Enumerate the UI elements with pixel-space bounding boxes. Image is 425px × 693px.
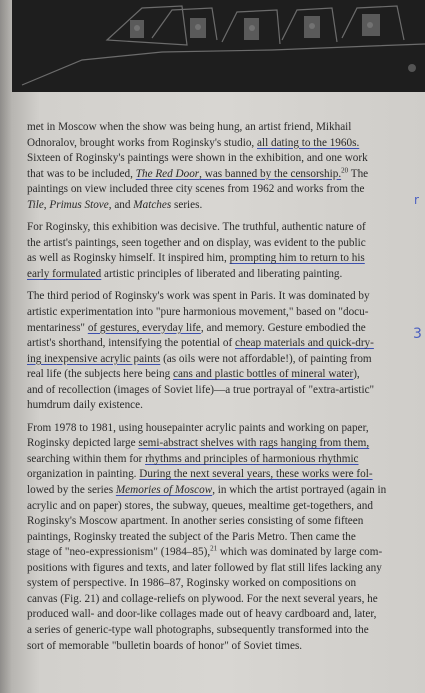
text-run: positions with figures and texts, and later followed by flat still lifes lacking any — [27, 561, 382, 574]
text-run: Roginsky depicted large — [27, 437, 139, 450]
text-line — [27, 151, 411, 167]
text-run: Matches — [133, 198, 172, 211]
text-run: , — [43, 198, 50, 211]
text-run: the artist's paintings, seen together and on display, was evident to the public — [27, 236, 366, 249]
text-line — [27, 167, 411, 183]
text-line — [27, 182, 411, 198]
text-line — [27, 352, 411, 368]
underlined-text: Memories of Moscow — [115, 484, 213, 497]
text-line — [27, 267, 411, 283]
text-run: sort of memorable "bulletin boards of honor" of Soviet times. — [27, 639, 303, 652]
text-run: lowed by the series — [27, 484, 116, 497]
underlined-text: rhythms and principles of harmonious rhythmic — [145, 452, 359, 465]
text-run: series. — [171, 198, 203, 211]
text-run: mentariness" — [27, 321, 88, 334]
text-run: canvas (Fig. 21) and collage-reliefs on plywood. For the next several years, he — [27, 592, 378, 605]
paragraph — [27, 289, 411, 413]
underlined-text: all dating to the 1960s. — [257, 136, 360, 149]
underlined-text: early formulated — [27, 267, 102, 280]
text-line — [27, 530, 411, 546]
text-run: acrylic and on paper) stores, the subway, queues, mealtime get-togethers, and — [27, 499, 373, 512]
text-run: a series of generic-type wall photographs, subsequently transformed into the — [27, 623, 369, 636]
text-run: Sixteen of Roginsky's paintings were shown in the exhibition, and one work — [27, 152, 368, 165]
text-run: humdrum daily existence. — [27, 399, 143, 412]
text-line — [27, 623, 411, 639]
text-line — [27, 639, 411, 655]
text-line — [27, 421, 411, 437]
text-run: and of recollection (images of Soviet life)—a true portrayal of "extra-artistic" — [27, 383, 375, 396]
text-run: Odnoralov, brought works from Roginsky's studio, — [27, 136, 258, 149]
text-line — [27, 483, 411, 499]
underlined-text: ing inexpensive acrylic paints — [27, 352, 161, 365]
text-run: artistic principles of liberated and liberating painting. — [101, 267, 343, 280]
text-line — [27, 251, 411, 267]
text-run: paintings on view included three city scenes from 1962 and works from the — [27, 183, 365, 196]
underlined-text: cheap materials and quick-dry- — [235, 337, 374, 350]
underlined-text: of gestures, everyday life — [87, 321, 201, 334]
body-text — [27, 120, 411, 661]
text-run: real life (the subjects here being — [27, 368, 173, 381]
text-line — [27, 321, 411, 337]
text-line — [27, 576, 411, 592]
text-run: that was to be included, — [27, 167, 136, 180]
text-line — [27, 561, 411, 577]
text-line — [27, 545, 411, 561]
margin-annotation-mark: r — [414, 193, 419, 207]
text-run: Primus Stove — [49, 198, 109, 211]
text-line — [27, 452, 411, 468]
text-run: The — [348, 167, 369, 180]
text-run: which was dominated by large com- — [217, 546, 383, 559]
text-line — [27, 367, 411, 383]
footnote-ref: 20 — [341, 165, 349, 174]
underlined-text: semi-abstract shelves with rags hanging from them, — [138, 437, 370, 450]
text-line — [27, 336, 411, 352]
margin-annotation-number: 3 — [413, 326, 422, 342]
paragraph — [27, 421, 411, 654]
text-run: system of perspective. In 1986–87, Roginsky worked on compositions on — [27, 577, 357, 590]
paragraph — [27, 220, 411, 282]
text-line — [27, 198, 411, 214]
underlined-text: cans and plastic bottles of mineral water — [173, 368, 354, 381]
text-line — [27, 305, 411, 321]
underlined-text: The Red Door — [135, 167, 200, 180]
text-run: Tile — [27, 198, 44, 211]
text-run: From 1978 to 1981, using housepainter acrylic paints and working on paper, — [27, 421, 369, 434]
text-run: Roginsky's Moscow apartment. In another series consisting of some fifteen — [27, 515, 364, 528]
text-line — [27, 467, 411, 483]
text-line — [27, 436, 411, 452]
text-run: artist's shorthand, intensifying the potential of — [27, 337, 236, 350]
photo-artwork — [12, 0, 425, 92]
underlined-text: , was banned by the censorship. — [199, 167, 342, 180]
text-run: stage of "neo-expressionism" (1984–85), — [27, 546, 211, 559]
text-run: artistic experimentation into "pure harmonious movement," based on "docu- — [27, 306, 369, 319]
underlined-text: During the next several years, these works were fol- — [139, 468, 373, 481]
text-run: met in Moscow when the show was being hung, an artist friend, Mikhail — [27, 121, 352, 133]
text-run: organization in painting. — [27, 468, 140, 481]
text-run: paintings, Roginsky treated the subject of the Paris Metro. Then came the — [27, 530, 356, 543]
footnote-ref: 21 — [210, 544, 218, 553]
text-run: , and memory. Gesture embodied the — [200, 321, 366, 334]
text-run: as well as Roginsky himself. It inspired him, — [27, 252, 230, 265]
underlined-text: prompting him to return to his — [229, 252, 365, 265]
text-run: , and — [108, 198, 134, 211]
paragraph — [27, 120, 411, 213]
text-line — [27, 607, 411, 623]
text-line — [27, 120, 411, 136]
text-run: ), — [353, 368, 360, 381]
text-run: The third period of Roginsky's work was spent in Paris. It was dominated by — [27, 290, 370, 303]
text-line — [27, 383, 411, 399]
text-line — [27, 514, 411, 530]
text-line — [27, 592, 411, 608]
text-line — [27, 136, 411, 152]
text-line — [27, 289, 411, 305]
text-line — [27, 398, 411, 414]
photo-illustration — [12, 0, 425, 92]
text-line — [27, 220, 411, 236]
text-run: produced wall- and door-like collages made out of heavy cardboard and, later, — [27, 608, 377, 621]
text-run: , in which the artist portrayed (again in — [212, 484, 387, 497]
text-line — [27, 236, 411, 252]
text-run: For Roginsky, this exhibition was decisive. The truthful, authentic nature of — [27, 221, 366, 234]
text-line — [27, 499, 411, 515]
text-run: (as oils were not affordable!), of painting from — [160, 352, 372, 365]
text-run: searching within them for — [27, 452, 146, 465]
